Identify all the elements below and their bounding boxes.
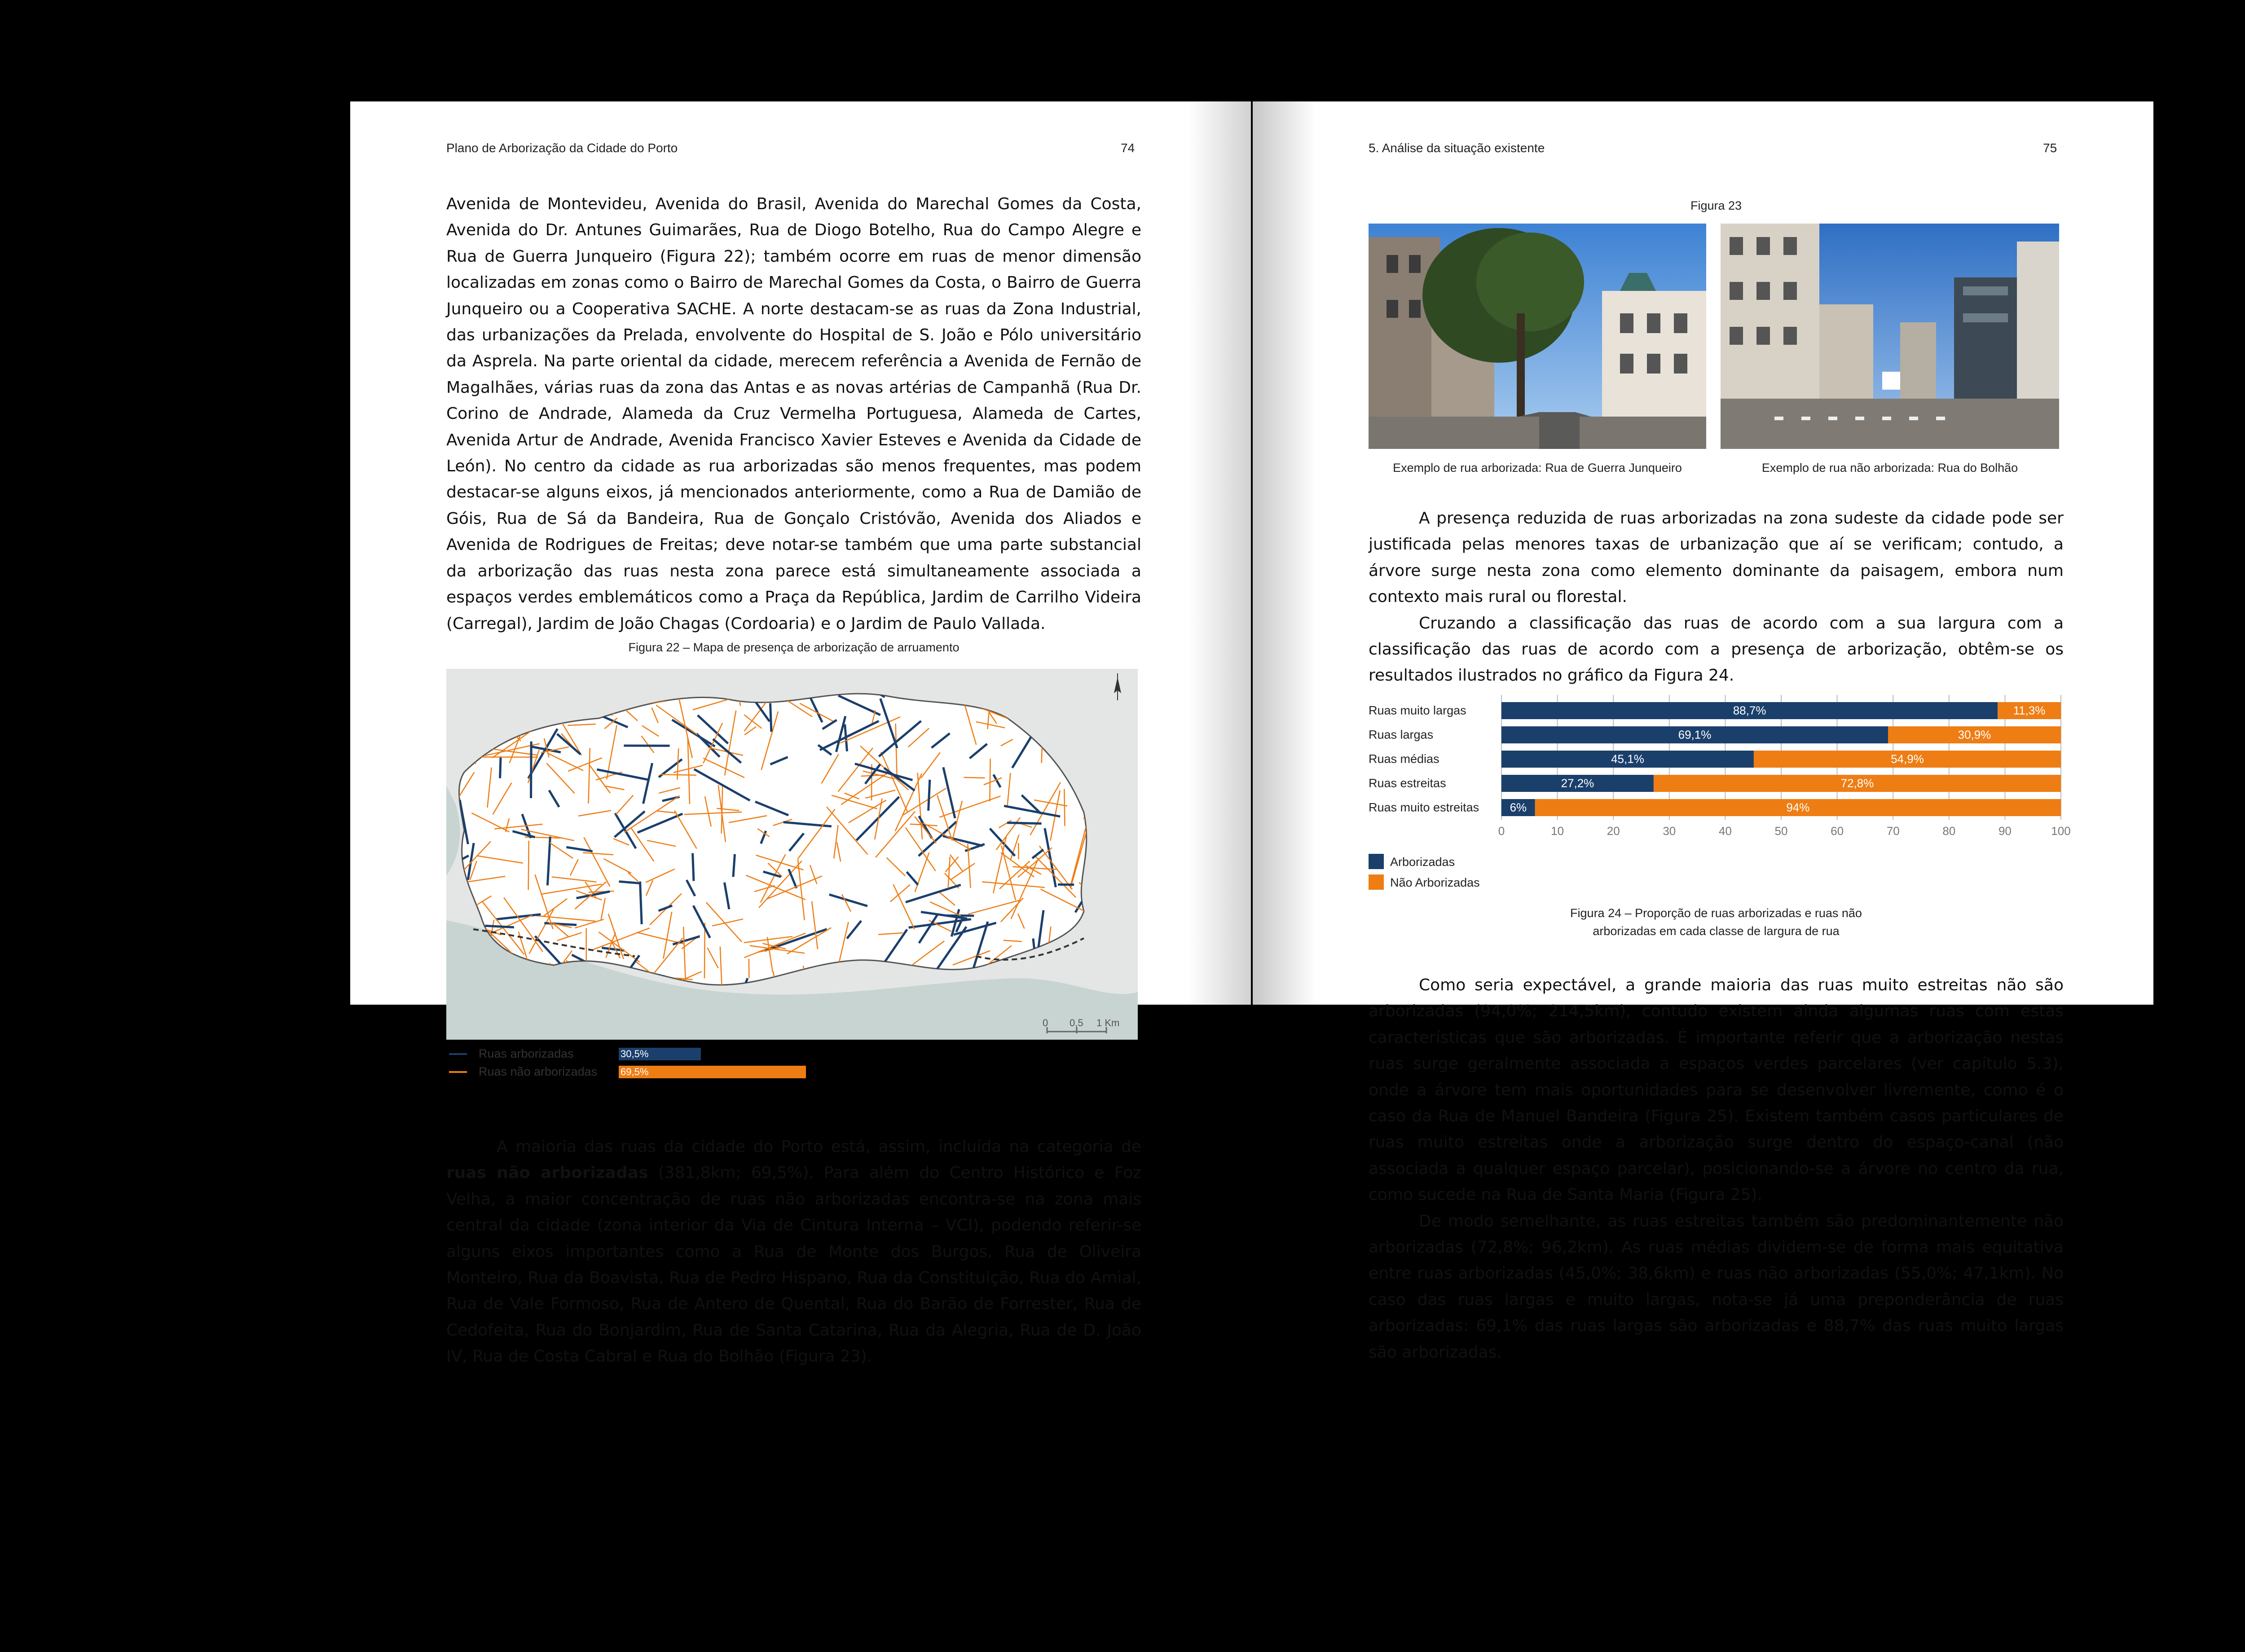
map-road-segment [500, 756, 501, 778]
map-road-segment [770, 703, 771, 732]
x-tick-label: 0 [1498, 824, 1505, 838]
data-label: 11,3% [2013, 703, 2046, 717]
scale-label-half: 0,5 [1070, 1017, 1083, 1028]
category-label: Ruas largas [1369, 728, 1434, 742]
body-text-middle [1369, 505, 2064, 689]
data-label: 88,7% [1733, 703, 1766, 717]
legend-label: Ruas arborizadas [479, 1047, 574, 1060]
paragraph: Avenida de Montevideu, Avenida do Brasil, Avenida do Marechal Gomes da Costa, Avenida do Dr. Antunes Guimarães, Rua de Diogo Botelho, Rua do Campo Alegre e Rua de Guerra Junqueiro (Figura 22); também ocorre em ruas de menor dimensão localizadas em zonas como o Bairro de Marechal Gomes da Costa, o Bairro de Guerra Junqueiro ou a Cooperativa SACHE. A norte destacam-se as ruas da Zona Industrial, das urbanizações da Prelada, envolvente do Hospital de S. João e Pólo universitário da Asprela. Na parte oriental da cidade, merecem referência a Avenida de Fernão de Magalhães, várias ruas da zona das Antas e as novas artérias de Campanhã (Rua Dr. Corino de Andrade, Alameda da Cruz Vermelha Portuguesa, Alameda de Cartes, Avenida Artur de Andrade, Avenida Francisco Xavier Esteves e Avenida da Cidade de León). No centro da cidade as rua arborizadas são menos frequentes, mas podem destacar-se alguns eixos, já mencionados anteriormente, como a Rua de Damião de Góis, Rua de Sá da Bandeira, Rua de Gonçalo Cristóvão, Avenida dos Aliados e Avenida de Rodrigues de Freitas; deve notar-se também que uma parte substancial da arborização das ruas nesta zona parece está simultaneamente associada a espaços verdes emblemáticos como a Praça da República, Jardim de Carrilho Videira (Carregal), Jardim de João Chagas (Cordoaria) e o Jardim de Paulo Vallada. [446, 195, 1141, 633]
photo-rua-do-bolhao [1721, 224, 2059, 449]
scale-label-1km: 1 Km [1096, 1017, 1120, 1028]
street-tree-map [446, 669, 1138, 1040]
map-graphic [446, 669, 1138, 1040]
body-text-bottom [446, 1134, 1141, 1370]
data-label: 69,1% [1678, 728, 1712, 742]
photo-rua-guerra-junqueiro [1369, 224, 1706, 449]
map-road-segment [704, 923, 705, 978]
category-label: Ruas estreitas [1369, 776, 1446, 790]
map-road-segment [485, 926, 514, 927]
running-header: Plano de Arborização da Cidade do Porto [446, 141, 678, 155]
paragraph: Cruzando a classificação das ruas de acordo com a sua largura com a classificação das ruas de acordo com a presença de arborização, obtêm-se os resultados ilustrados no gráfico da Figura 24. [1369, 614, 2064, 685]
data-label: 6% [1510, 800, 1527, 814]
figure-24-chart [1369, 690, 2071, 889]
figure-24-caption [1369, 904, 2064, 940]
legend-swatch [1369, 854, 1384, 869]
figure-23-title: Figura 23 [1690, 199, 1742, 212]
x-tick-label: 40 [1718, 824, 1732, 838]
legend-swatch [1369, 874, 1384, 890]
x-tick-label: 70 [1886, 824, 1900, 838]
legend-label: Arborizadas [1390, 855, 1455, 869]
map-road-segment [1007, 823, 1042, 824]
data-label: 30,9% [1958, 728, 1991, 742]
x-tick-label: 50 [1774, 824, 1788, 838]
right-page [1253, 101, 2153, 1362]
x-tick-label: 80 [1942, 824, 1956, 838]
data-label: 27,2% [1561, 776, 1594, 790]
data-label: 45,1% [1611, 752, 1644, 766]
caption-line: Figura 24 – Proporção de ruas arborizadas e ruas não [1570, 906, 1862, 920]
x-tick-label: 90 [1998, 824, 2012, 838]
figure-22-caption: Figura 22 – Mapa de presença de arborização de arruamento [628, 641, 960, 654]
paragraph: De modo semelhante, as ruas estreitas também são predominantemente não arborizadas (72,8%; 96,2km). As ruas médias dividem-se de forma mais equitativa entre ruas arborizadas (45,0%; 38,6km) e ruas não arborizadas (55,0%; 47,1km). No caso das ruas largas e muito largas, nota-se já uma preponderância de ruas arborizadas: 69,1% das ruas largas são arborizadas e 88,7% das ruas muito largas são arborizadas. [1369, 1212, 2064, 1362]
legend-label: Ruas não arborizadas [479, 1065, 598, 1078]
map-legend-arborizadas [449, 1047, 807, 1061]
caption-line: arborizadas em cada classe de largura de rua [1593, 924, 1840, 938]
body-text-bottom [1369, 972, 2064, 1366]
map-road-segment [528, 841, 529, 890]
stacked-bar-chart [1369, 690, 2071, 889]
x-tick-label: 10 [1551, 824, 1564, 838]
photo1-caption: Exemplo de rua arborizada: Rua de Guerra Junqueiro [1393, 461, 1682, 475]
map-road-segment [1064, 789, 1065, 826]
category-label: Ruas muito largas [1369, 703, 1466, 717]
map-road-segment [660, 774, 696, 775]
paragraph: A presença reduzida de ruas arborizadas na zona sudeste da cidade pode ser justificada pelas menores taxas de urbanização que aí se verificam; contudo, a árvore surge nesta zona como elemento dominante da paisagem, embora num contexto mais rural ou florestal. [1369, 509, 2064, 606]
data-label: 54,9% [1891, 752, 1924, 766]
legend-bar-arborizadas: 30,5% [619, 1048, 701, 1060]
legend-bar-nao-arborizadas: 69,5% [619, 1066, 806, 1078]
legend-line-swatch [449, 1071, 467, 1073]
map-road-segment [929, 780, 930, 811]
legend-line-swatch [449, 1053, 467, 1055]
data-label: 94% [1786, 800, 1810, 814]
data-label: 72,8% [1840, 776, 1874, 790]
photo2-caption: Exemplo de rua não arborizada: Rua do Bolhão [1761, 461, 2018, 475]
scale-label-0: 0 [1043, 1017, 1048, 1028]
x-tick-label: 20 [1607, 824, 1620, 838]
map-road-segment [733, 854, 735, 877]
map-legend-nao-arborizadas [449, 1065, 807, 1079]
x-tick-label: 100 [2051, 824, 2071, 838]
paragraph: A maioria das ruas da cidade do Porto está, assim, incluída na categoria de ruas não arborizadas (381,8km; 69,5%). Para além do Centro Histórico e Foz Velha, a maior concentração de ruas não arborizadas encontra-se na zona mais central da cidade (zona interior da Via de Cintura Interna – VCI), podendo referir-se alguns eixos importantes como a Rua de Monte dos Burgos, Rua de Oliveira Monteiro, Rua da Boavista, Rua de Pedro Hispano, Rua da Constituição, Rua do Amial, Rua de Vale Formoso, Rua de Antero de Quental, Rua do Barão de Forrester, Rua de Cedofeita, Rua do Bonjardim, Rua de Santa Catarina, Rua da Alegria, Rua de D. João IV, Rua de Costa Cabral e Rua do Bolhão (Figura 23). [446, 1138, 1141, 1366]
page-number: 74 [1121, 141, 1135, 155]
map-road-segment [531, 742, 532, 798]
left-page [350, 101, 1251, 1366]
legend-label: Não Arborizadas [1390, 876, 1480, 889]
page-number: 75 [2043, 141, 2057, 155]
running-header: 5. Análise da situação existente [1369, 141, 1545, 155]
x-tick-label: 30 [1663, 824, 1676, 838]
map-road-segment [693, 853, 694, 881]
paragraph: Como seria expectável, a grande maioria das ruas muito estreitas não são arborizadas (94,0%; 214,5km), contudo existem ainda algumas ruas com estas características que são arborizadas. É importante referir que a arborização nestas ruas surge geralmente associada a espaços verdes parcelares (ver capítulo 5.3), onde a árvore tem mais oportunidades para se desenvolver livremente, como é o caso da Rua de Manuel Bandeira (Figura 25). Existem também casos particulares de ruas muito estreitas onde a arborização surge dentro do espaço-canal (não associada a qualquer espaço parcelar), posicionando-se a árvore no centro da rua, como sucede na Rua de Santa Maria (Figura 25). [1369, 976, 2064, 1204]
category-label: Ruas médias [1369, 752, 1439, 766]
body-text-top [446, 191, 1141, 637]
category-label: Ruas muito estreitas [1369, 800, 1479, 814]
x-tick-label: 60 [1831, 824, 1844, 838]
